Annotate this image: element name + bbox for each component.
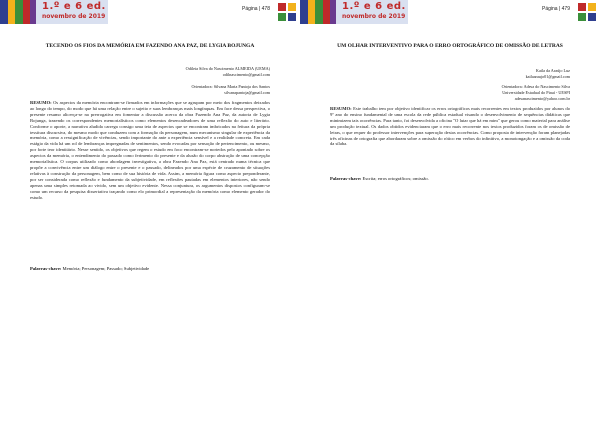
- abstract-label: RESUMO:: [330, 106, 352, 111]
- advisor-name: Orientadora: Silvana Maria Pantoja dos Santos: [191, 84, 270, 89]
- institution-logo-icon: [576, 0, 598, 24]
- advisor-email: adesanascimento@yahoo.com.br: [514, 96, 570, 101]
- page-banner: [300, 0, 600, 24]
- abstract-text: Este trabalho tem por objetivo identificar os erros ortográficos mais recorrentes em textos produzidos por alunos do 9º ano do ensino fundamental de uma escola da rede pública estadual visando o desenvolvimento de sequências didáticas que minimizem tais ocorrências. Para tanto, foi desenvolvida a oficina "O lutar que há em mim" que gerou como material para análise um produção textual. Os dados obtidos evidenciaram que o erro mais recorrente nos textos produzidos foram os de omissão de letras, o que requer do professor intervenções para superação destas ocorrências. Como proposta de intervenção foram planejadas três oficinas de ortografia que abordaram sobre a omissão do rótico em verbos do infinitivo, a monotongação e a omissão da coda da sílaba.: [330, 106, 570, 147]
- abstract-label: RESUMO:: [30, 100, 52, 105]
- banner-event-dates: novembro de 2019: [342, 13, 406, 20]
- keywords-text: Escrita; erros ortográficos; omissão.: [362, 176, 429, 181]
- author-block: [526, 68, 570, 80]
- author-email: kailaaraujo01@gmail.com: [525, 74, 570, 79]
- page-number: Página | 478: [242, 6, 270, 12]
- page-banner: [0, 0, 300, 24]
- article-title: TECENDO OS FIOS DA MEMÓRIA EM FAZENDO ANA PAZ, DE LYGIA BOJUNGA: [45, 43, 255, 49]
- advisor-email: silvanapantoja@gmail.com: [224, 90, 270, 95]
- page-number: Página | 479: [542, 6, 570, 12]
- abstract-text: Os aspectos da memória encontram-se firmados em informações que se agrupam por meio dos fragmentos deixados ao longo do tempo, do modo que há uma relação entre o sujeito e suas lembranças mais longínquas. Em face dessa perspectiva, o presente resumo alicerça-se na prerrogativa em fomentar a discussão acerca da obra Fazendo Ana Paz, da autoria de Lygia Bojunga, trazendo os correspondentes memorialísticos como elementos desencadeadores de uma reflexão do auto e literário. Conforme o aporte, a narrativa aludida carrega consigo uma teia de aspectos que se encontram imbricados na feitura da própria tessitura discursiva, do mesmo modo que conduzem com a formação da personagem, num mecanismo singular de experiência da memória, como a ressignificação de vivências, sendo importante do ante a experiência sensível e a realidade concreta. Em cada estágio da vida há um rol de lembranças impregnadas de sentimentos, sendo evocadas por sensação de pertencimento, ou mesmo, por forte teor identitário. Nesse sentido, os objetivos que regem o estudo em foco encontram-se nortedos pelo apontado sobre os aspectos da memória, o entendimento do passado como ferimento do presente e da alusão do corpo abstração de uma concepção memorialística. O corpus utilizado como abordagem investigativa, a obra Fazendo Ana Paz, está centrado numa técnica que propõe a convivência entre um diálogo entre o presente e o passado, delineados por uma espécie de cruzamento de situações relativas à construção da personagem, bem como de sua história de vida. Assim, a memória figura como aspecto preponderante, por ser considerada como reflexão e fundamento da subjetividade, em reflexões pautadas em elementos interiores, não sendo apenas uma simples retomada ao vivido, sem um objetivo evidente. Nessa conjuntura, os argumentos dispostos configuram-se como um recurso da pesquisa dissertativa traçando como elo primordial a representação da memória como elemento gerador do estudo.: [30, 100, 270, 200]
- author-email: odilnascimento@gmail.com: [222, 72, 270, 77]
- author-name: Odileia Silva do Nascimento ALMEIDA (UEMA): [185, 66, 270, 71]
- keywords: [30, 266, 270, 272]
- abstract: [330, 106, 570, 147]
- banner-event-edition: 1.º e 6 ed.: [342, 1, 406, 12]
- banner-event-dates: novembro de 2019: [42, 13, 106, 20]
- keywords-text: Memória; Personagem; Passado; Subjetividade: [62, 266, 150, 271]
- abstract: [30, 100, 270, 200]
- keywords-label: Palavras-chave:: [330, 176, 362, 181]
- author-name: Kaila da Araújo Luz: [535, 68, 570, 73]
- banner-event-box: [36, 0, 108, 24]
- banner-event-edition: 1.º e 6 ed.: [42, 1, 106, 12]
- advisor-block: [502, 84, 570, 102]
- advisor-block: [192, 84, 271, 96]
- advisor-institution: Universidade Estadual do Piauí - UESPI: [502, 90, 570, 95]
- institution-logo-icon: [276, 0, 298, 24]
- advisor-name: Orientadora: Adesa do Nascimento Silva: [501, 84, 570, 89]
- document-page-right: [300, 0, 600, 424]
- author-block: [186, 66, 270, 78]
- banner-event-box: [336, 0, 408, 24]
- keywords-label: Palavras-chave:: [30, 266, 62, 271]
- article-title: UM OLHAR INTERVENTIVO PARA O ERRO ORTOGRÁFICO DE OMISSÃO DE LETRAS: [337, 43, 563, 49]
- keywords: [330, 176, 570, 182]
